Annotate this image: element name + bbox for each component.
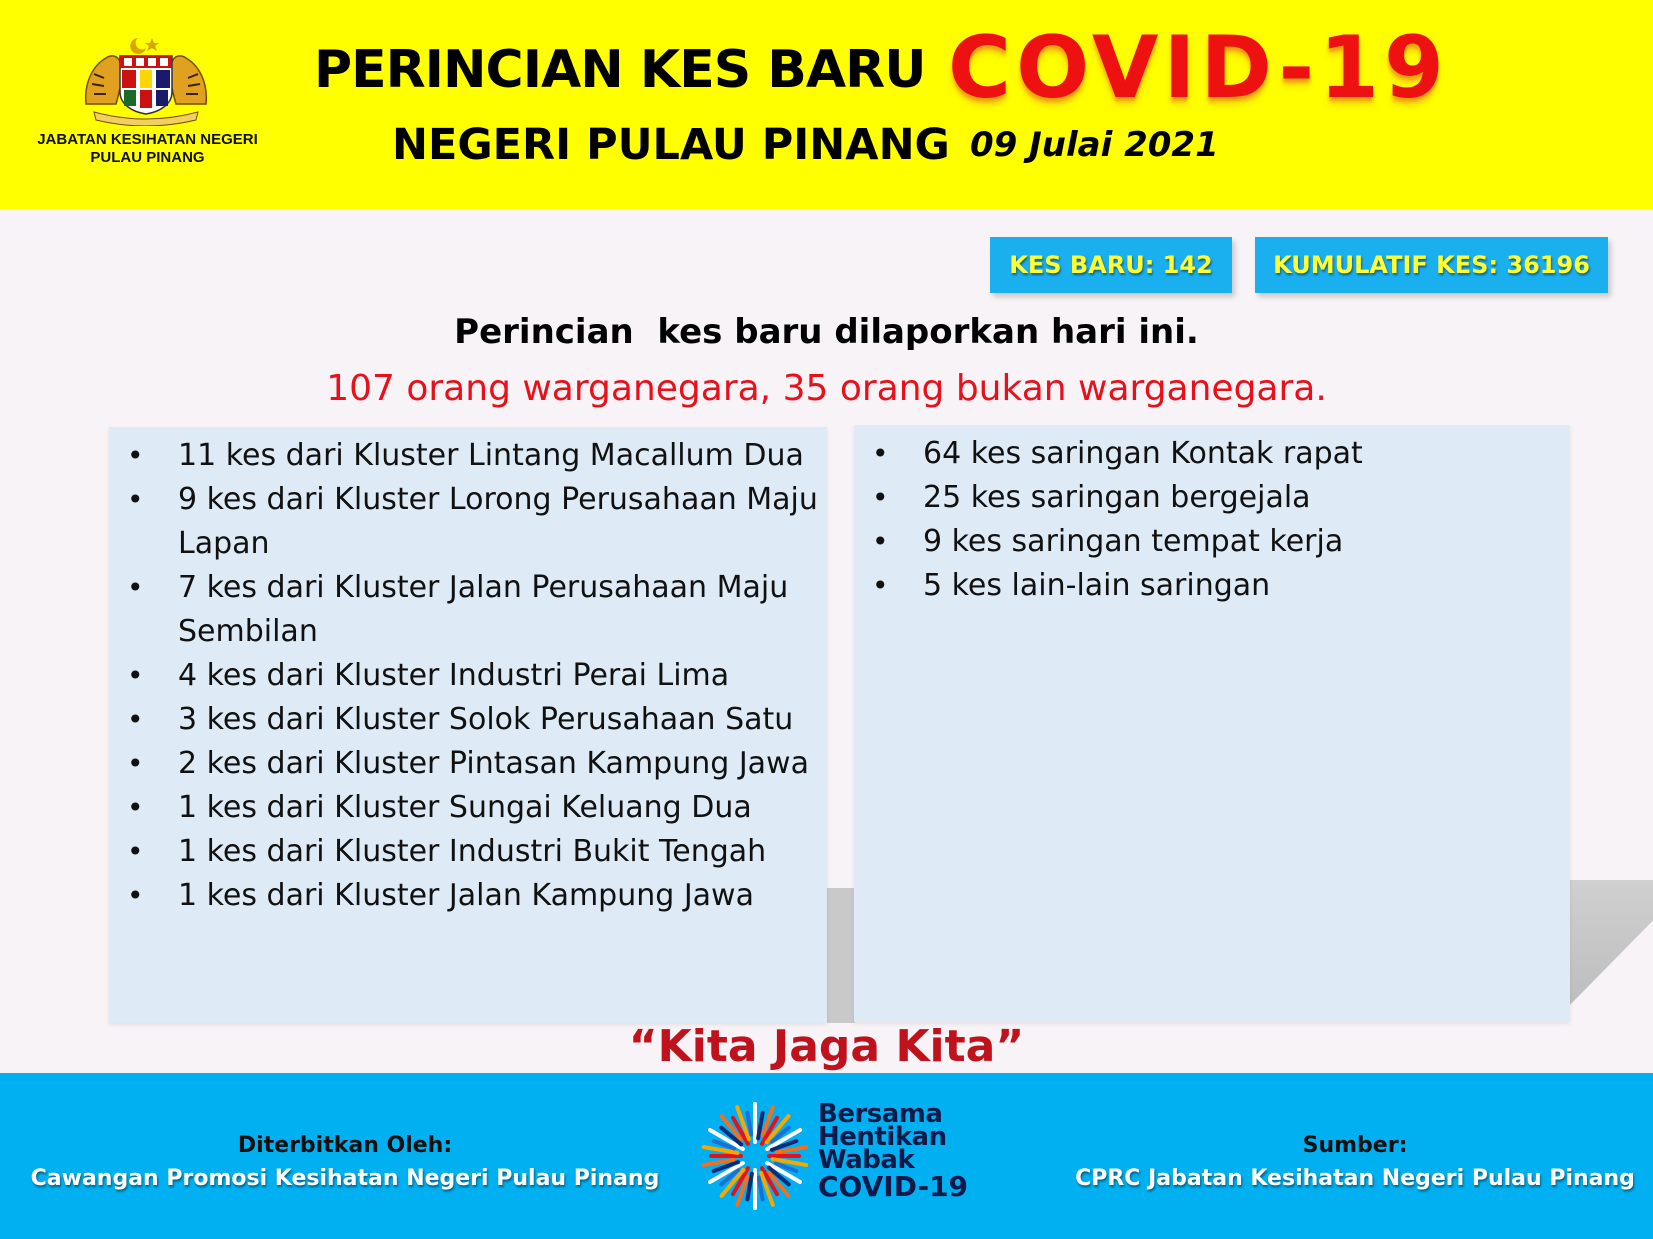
source-name: CPRC Jabatan Kesihatan Negeri Pulau Pinang xyxy=(1075,1166,1635,1191)
list-item: • 25 kes saringan bergejala xyxy=(854,476,1570,520)
citizenship-breakdown: 107 orang warganegara, 35 orang bukan warganegara. xyxy=(326,368,1327,409)
list-item: • 11 kes dari Kluster Lintang Macallum Dua xyxy=(109,434,827,478)
department-line-2: PULAU PINANG xyxy=(90,149,205,166)
header-banner xyxy=(0,0,1653,209)
screening-panel xyxy=(854,425,1570,1022)
coat-of-arms-icon xyxy=(80,34,212,126)
cluster-list xyxy=(109,434,827,918)
list-item: • 9 kes saringan tempat kerja xyxy=(854,520,1570,564)
campaign-logo xyxy=(700,1101,970,1221)
list-item: • 1 kes dari Kluster Industri Bukit Tengah xyxy=(109,830,827,874)
list-item: • 1 kes dari Kluster Sungai Keluang Dua xyxy=(109,786,827,830)
list-item: • 7 kes dari Kluster Jalan Perusahaan Maju Sembilan xyxy=(109,566,827,654)
department-name xyxy=(20,131,275,167)
covid-title: COVID-19 xyxy=(948,18,1449,118)
publisher-label: Diterbitkan Oleh: xyxy=(237,1133,453,1158)
screening-list xyxy=(854,432,1570,608)
slogan: “Kita Jaga Kita” xyxy=(628,1021,1025,1072)
campaign-line-4: COVID-19 xyxy=(818,1170,969,1203)
cumulative-cases-badge: KUMULATIF KES: 36196 xyxy=(1255,237,1608,293)
list-item: • 2 kes dari Kluster Pintasan Kampung Jawa xyxy=(109,742,827,786)
list-item: • 64 kes saringan Kontak rapat xyxy=(854,432,1570,476)
panel-shadow xyxy=(1560,880,1653,1015)
new-cases-badge: KES BARU: 142 xyxy=(990,237,1232,293)
list-item: • 5 kes lain-lain saringan xyxy=(854,564,1570,608)
cluster-panel xyxy=(109,427,827,1023)
report-date: 09 Julai 2021 xyxy=(970,125,1219,165)
state-name: NEGERI PULAU PINANG xyxy=(392,120,950,170)
list-item: • 1 kes dari Kluster Jalan Kampung Jawa xyxy=(109,874,827,918)
campaign-line-1: Bersama xyxy=(818,1099,943,1129)
campaign-text xyxy=(818,1099,969,1203)
sunburst-icon xyxy=(700,1101,810,1211)
campaign-line-3: Wabak xyxy=(818,1145,915,1175)
campaign-line-2: Hentikan xyxy=(818,1122,947,1152)
intro-heading: Perincian kes baru dilaporkan hari ini. xyxy=(454,312,1199,352)
list-item: • 3 kes dari Kluster Solok Perusahaan Satu xyxy=(109,698,827,742)
list-item: • 9 kes dari Kluster Lorong Perusahaan Maju Lapan xyxy=(109,478,827,566)
department-line-1: JABATAN KESIHATAN NEGERI xyxy=(37,131,258,148)
page-title: PERINCIAN KES BARU xyxy=(314,40,926,100)
publisher-name: Cawangan Promosi Kesihatan Negeri Pulau Pinang xyxy=(30,1166,660,1191)
source-label: Sumber: xyxy=(1302,1133,1408,1158)
footer xyxy=(0,1073,1653,1239)
list-item: • 4 kes dari Kluster Industri Perai Lima xyxy=(109,654,827,698)
